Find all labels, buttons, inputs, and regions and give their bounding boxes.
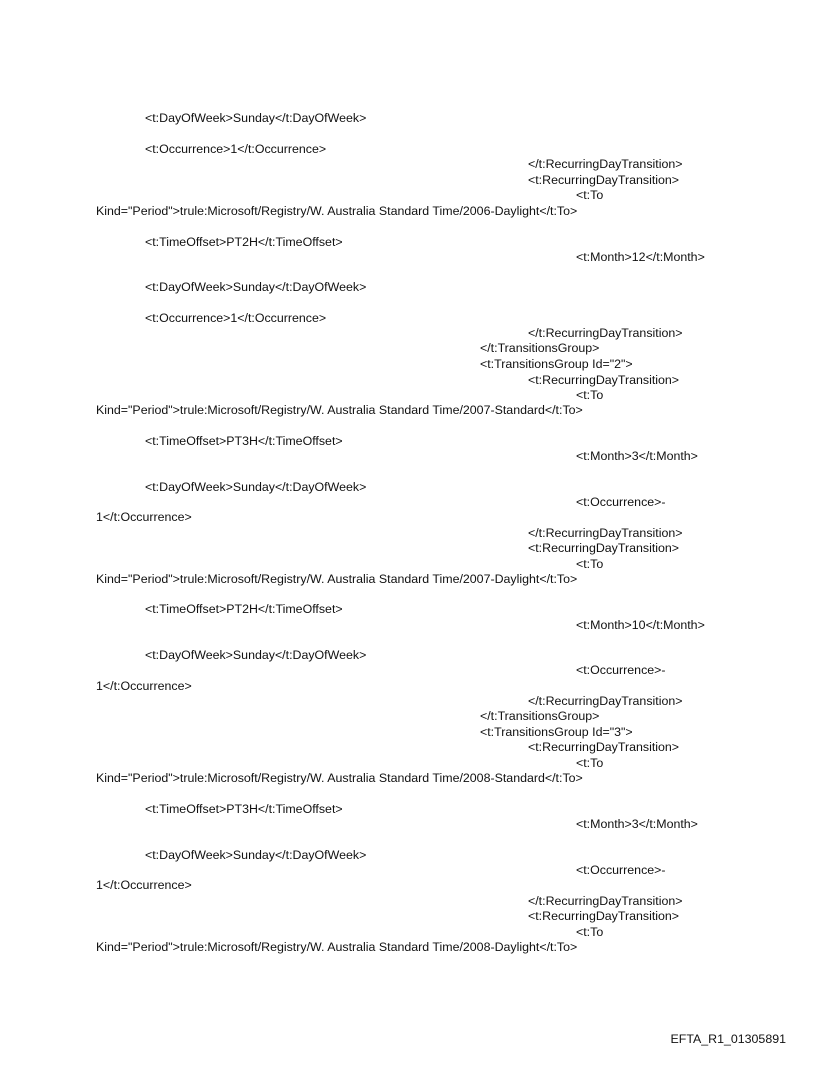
text-line: Kind="Period">trule:Microsoft/Registry/W. Australia Standard Time/2006-Daylight</t:To> bbox=[96, 204, 578, 218]
text-line: <t:DayOfWeek>Sunday</t:DayOfWeek> bbox=[145, 848, 367, 862]
text-line: <t:To bbox=[576, 188, 604, 202]
text-line: <t:To bbox=[576, 557, 604, 571]
text-line: <t:DayOfWeek>Sunday</t:DayOfWeek> bbox=[145, 280, 367, 294]
text-line: <t:RecurringDayTransition> bbox=[528, 541, 680, 555]
text-line: </t:RecurringDayTransition> bbox=[528, 157, 683, 171]
text-line: <t:TimeOffset>PT2H</t:TimeOffset> bbox=[145, 602, 343, 616]
text-line: </t:RecurringDayTransition> bbox=[528, 326, 683, 340]
text-line: <t:TransitionsGroup Id="3"> bbox=[480, 725, 633, 739]
text-line: <t:Occurrence>- bbox=[576, 663, 666, 677]
text-line: </t:TransitionsGroup> bbox=[480, 341, 600, 355]
text-line: <t:Occurrence>1</t:Occurrence> bbox=[145, 142, 327, 156]
text-line: <t:Month>12</t:Month> bbox=[576, 250, 705, 264]
text-line: <t:To bbox=[576, 925, 604, 939]
text-line: <t:DayOfWeek>Sunday</t:DayOfWeek> bbox=[145, 648, 367, 662]
text-line: <t:To bbox=[576, 388, 604, 402]
text-line: 1</t:Occurrence> bbox=[96, 878, 192, 892]
text-line: 1</t:Occurrence> bbox=[96, 510, 192, 524]
text-line: 1</t:Occurrence> bbox=[96, 679, 192, 693]
text-line: <t:TransitionsGroup Id="2"> bbox=[480, 357, 633, 371]
text-line: Kind="Period">trule:Microsoft/Registry/W. Australia Standard Time/2007-Daylight</t:To> bbox=[96, 572, 578, 586]
text-line: <t:DayOfWeek>Sunday</t:DayOfWeek> bbox=[145, 480, 367, 494]
page-footer-id: EFTA_R1_01305891 bbox=[670, 1032, 786, 1046]
text-line: <t:Occurrence>- bbox=[576, 495, 666, 509]
text-line: <t:RecurringDayTransition> bbox=[528, 373, 680, 387]
text-line: <t:To bbox=[576, 756, 604, 770]
text-line: <t:Month>10</t:Month> bbox=[576, 618, 705, 632]
text-line: Kind="Period">trule:Microsoft/Registry/W. Australia Standard Time/2007-Standard</t:To> bbox=[96, 403, 583, 417]
text-line: <t:DayOfWeek>Sunday</t:DayOfWeek> bbox=[145, 111, 367, 125]
text-line: Kind="Period">trule:Microsoft/Registry/W. Australia Standard Time/2008-Daylight</t:To> bbox=[96, 940, 578, 954]
text-line: <t:RecurringDayTransition> bbox=[528, 909, 680, 923]
text-line: <t:TimeOffset>PT2H</t:TimeOffset> bbox=[145, 235, 343, 249]
text-line: </t:RecurringDayTransition> bbox=[528, 526, 683, 540]
text-line: <t:TimeOffset>PT3H</t:TimeOffset> bbox=[145, 434, 343, 448]
text-line: <t:Month>3</t:Month> bbox=[576, 449, 698, 463]
text-line: <t:Occurrence>1</t:Occurrence> bbox=[145, 311, 327, 325]
text-line: <t:Occurrence>- bbox=[576, 863, 666, 877]
text-line: <t:Month>3</t:Month> bbox=[576, 817, 698, 831]
text-line: </t:RecurringDayTransition> bbox=[528, 694, 683, 708]
text-line: <t:RecurringDayTransition> bbox=[528, 173, 680, 187]
text-line: </t:RecurringDayTransition> bbox=[528, 894, 683, 908]
text-line: </t:TransitionsGroup> bbox=[480, 709, 600, 723]
text-line: Kind="Period">trule:Microsoft/Registry/W. Australia Standard Time/2008-Standard</t:To> bbox=[96, 771, 583, 785]
text-line: <t:TimeOffset>PT3H</t:TimeOffset> bbox=[145, 802, 343, 816]
text-line: <t:RecurringDayTransition> bbox=[528, 740, 680, 754]
